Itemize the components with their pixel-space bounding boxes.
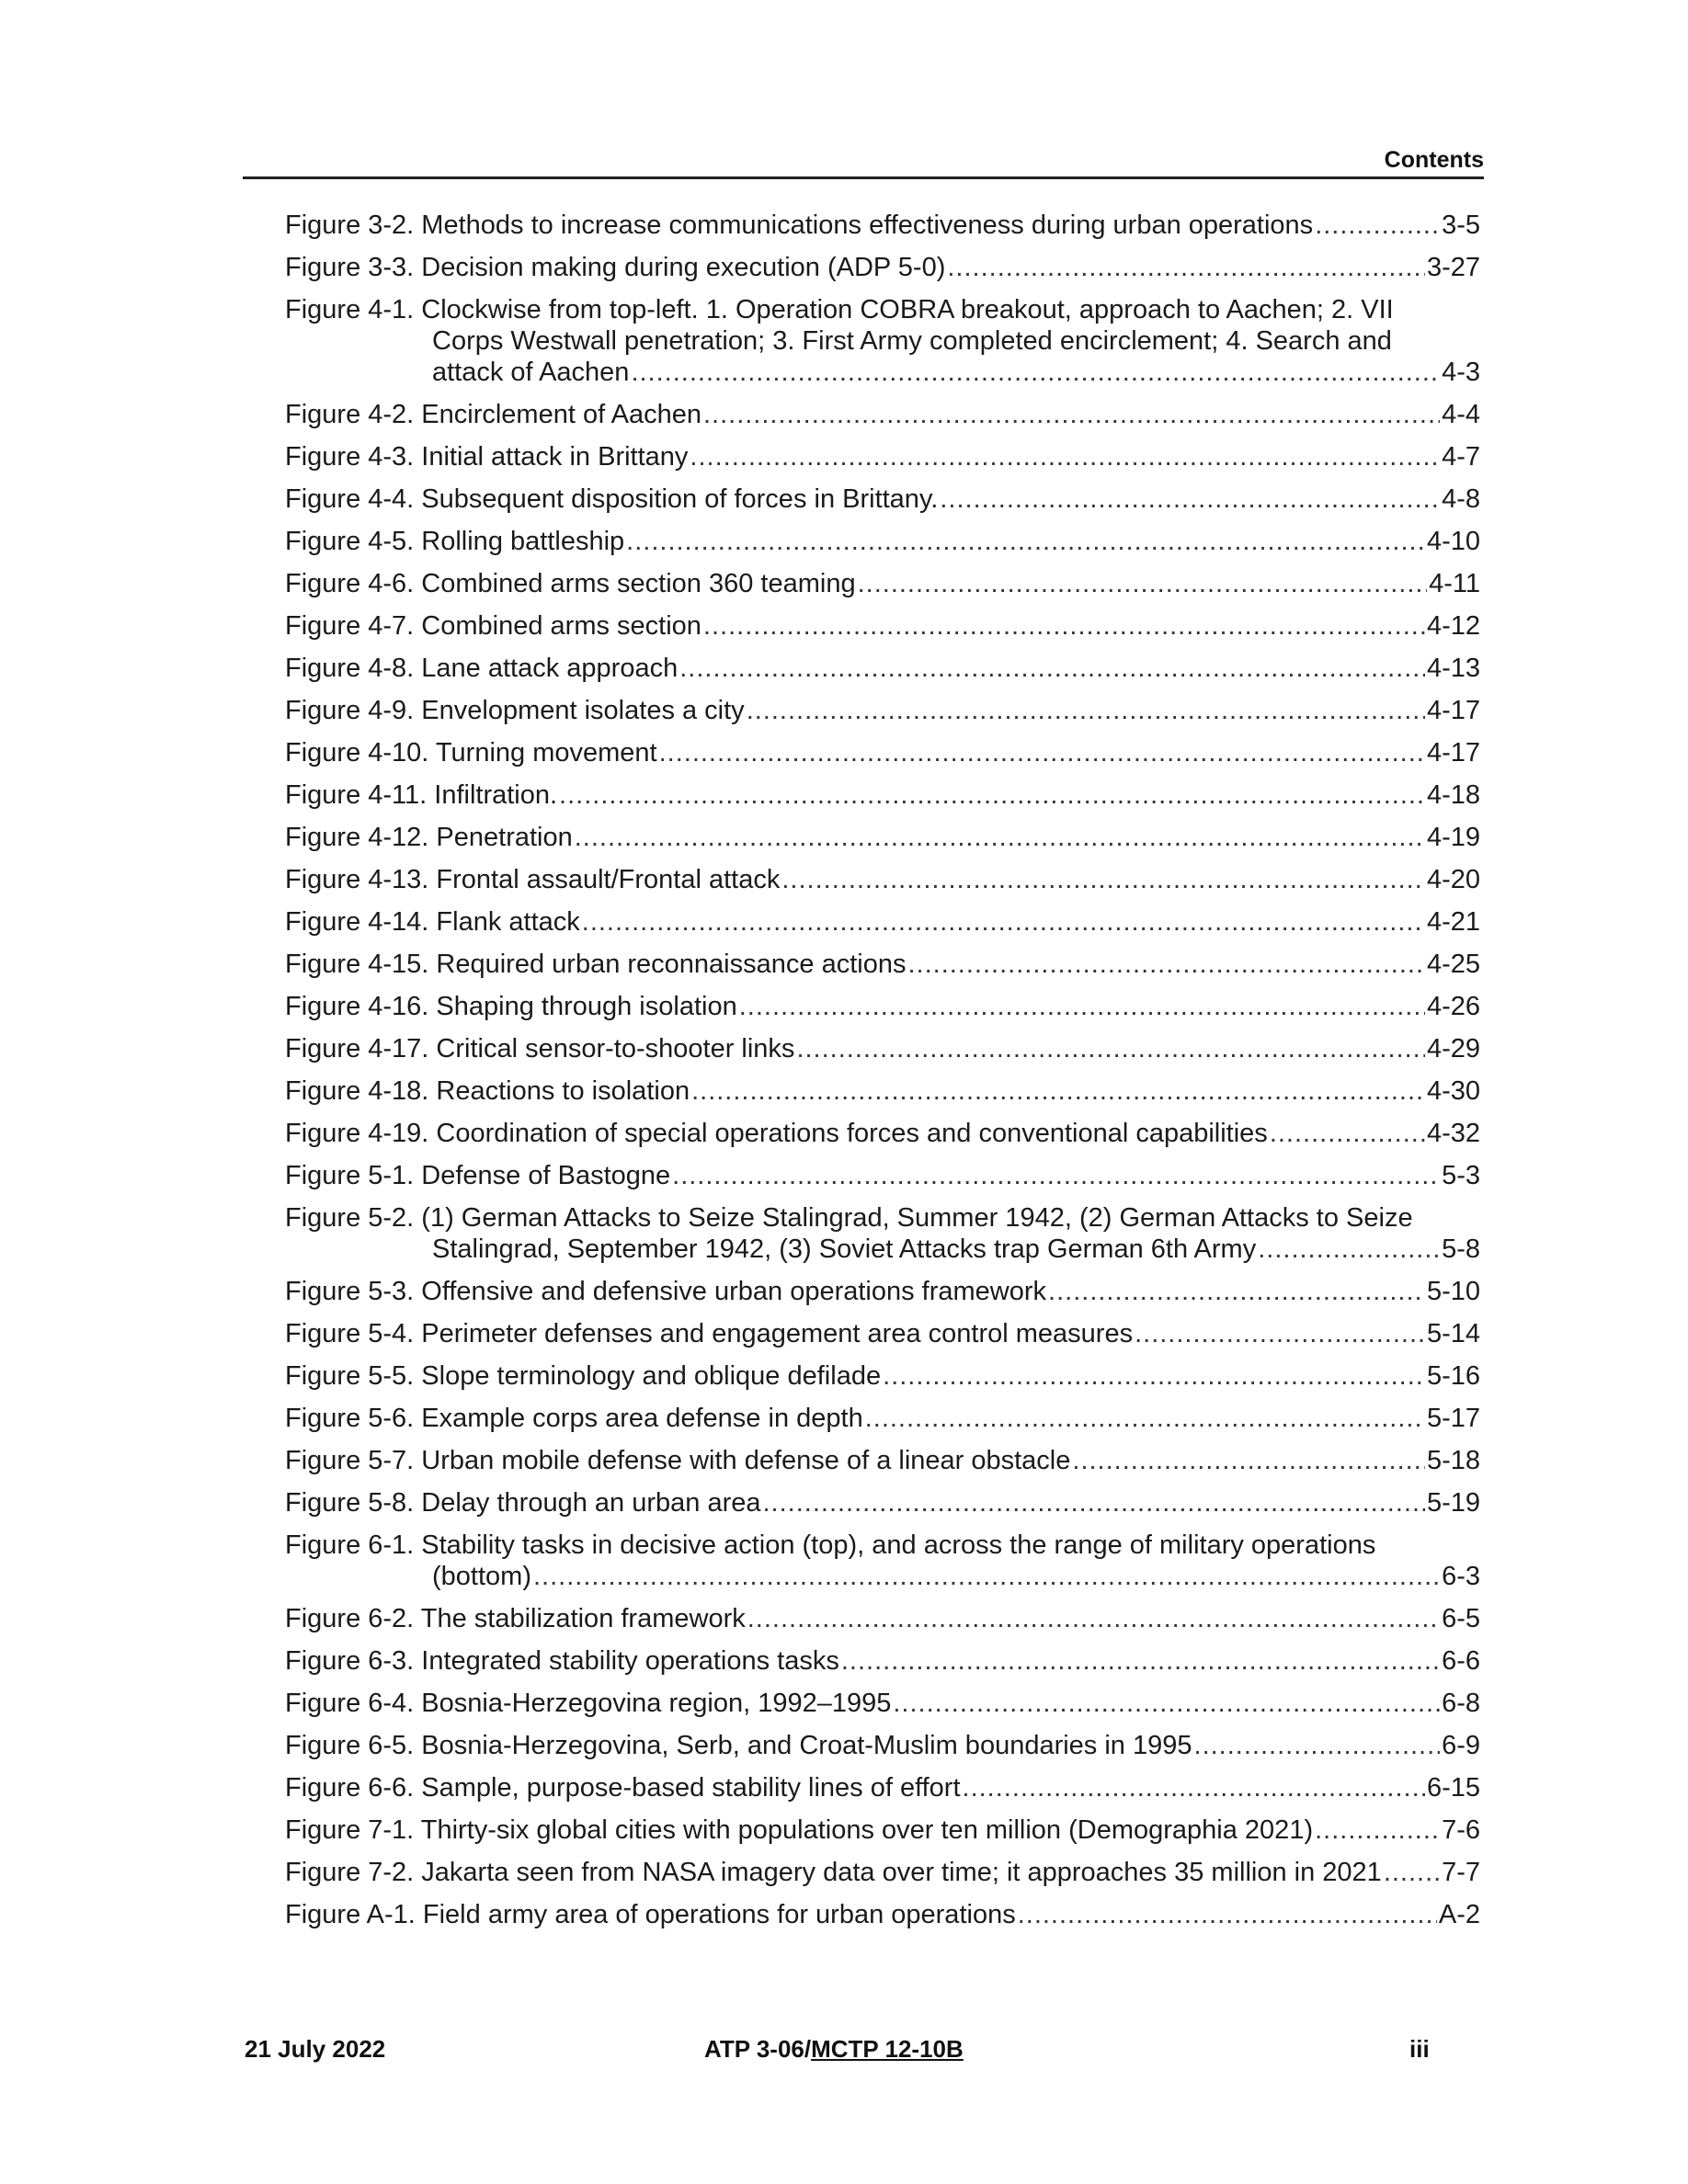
- dot-leader: [739, 991, 1425, 1022]
- toc-entry-label: Figure 7-1. Thirty-six global cities with populations over ten million (Demographia 2021): [285, 1815, 1314, 1845]
- toc-entry-page-number: 4-29: [1426, 1034, 1480, 1064]
- toc-entry-page-number: 4-10: [1426, 527, 1480, 556]
- toc-entry-page-number: 4-25: [1426, 950, 1480, 979]
- toc-entry-label: Figure 4-1. Clockwise from top-left. 1. Operation COBRA breakout, approach to Aachen; 2. VII: [285, 295, 1394, 324]
- toc-entry-label: Figure 6-2. The stabilization framework: [285, 1604, 746, 1633]
- toc-entry[interactable]: [285, 1118, 1480, 1149]
- toc-entry[interactable]: [285, 991, 1480, 1022]
- toc-entry[interactable]: [285, 1202, 1480, 1265]
- toc-entry[interactable]: [285, 252, 1480, 283]
- toc-entry-label: Figure 4-3. Initial attack in Brittany: [285, 442, 689, 472]
- toc-entry[interactable]: [285, 906, 1480, 938]
- toc-entry[interactable]: [285, 568, 1480, 599]
- dot-leader: [1018, 1899, 1437, 1930]
- toc-entry-page-number: 6-8: [1442, 1689, 1480, 1718]
- page-header-title: Contents: [1384, 147, 1484, 173]
- toc-entry-page-number: 4-4: [1442, 400, 1480, 429]
- toc-entry-label: Figure 4-19. Coordination of special operations forces and conventional capabilities: [285, 1119, 1268, 1148]
- toc-entry[interactable]: [285, 822, 1480, 853]
- toc-entry[interactable]: [285, 1403, 1480, 1434]
- toc-entry-label: Figure 6-4. Bosnia-Herzegovina region, 1992–1995: [285, 1689, 892, 1718]
- toc-entry-page-number: 5-17: [1426, 1404, 1480, 1433]
- toc-entry[interactable]: [285, 441, 1480, 472]
- dot-leader: [940, 483, 1440, 515]
- toc-entry[interactable]: [285, 1603, 1480, 1634]
- toc-entry-page-number: 5-8: [1442, 1234, 1480, 1264]
- toc-entry-page-number: 4-30: [1426, 1076, 1480, 1106]
- toc-entry-page-number: 6-3: [1442, 1562, 1480, 1591]
- dot-leader: [841, 1645, 1440, 1677]
- toc-entry-page-number: 5-3: [1442, 1161, 1480, 1190]
- toc-entry-page-number: 5-18: [1426, 1446, 1480, 1475]
- toc-entry-page-number: 6-6: [1442, 1646, 1480, 1676]
- dot-leader: [947, 252, 1425, 283]
- dot-leader: [626, 526, 1425, 557]
- toc-entry[interactable]: [285, 653, 1480, 684]
- toc-entry[interactable]: [285, 1899, 1480, 1930]
- toc-entry[interactable]: [285, 210, 1480, 241]
- toc-entry-label: Figure 5-7. Urban mobile defense with defense of a linear obstacle: [285, 1446, 1071, 1475]
- toc-entry-page-number: 4-17: [1426, 696, 1480, 725]
- toc-entry[interactable]: [285, 526, 1480, 557]
- footer-page-number: iii: [1409, 2035, 1430, 2063]
- dot-leader: [582, 906, 1425, 938]
- dot-leader: [631, 357, 1440, 388]
- toc-entry[interactable]: [285, 1033, 1480, 1064]
- dot-leader: [679, 653, 1425, 684]
- toc-entry-page-number: 7-7: [1442, 1858, 1480, 1887]
- toc-entry[interactable]: [285, 610, 1480, 642]
- toc-entry-label: Figure 4-14. Flank attack: [285, 907, 580, 937]
- toc-entry-page-number: 4-20: [1426, 865, 1480, 894]
- dot-leader: [672, 1160, 1440, 1191]
- toc-entry[interactable]: [285, 1318, 1480, 1349]
- toc-entry-page-number: 4-3: [1442, 358, 1480, 387]
- toc-entry-label: Figure 5-5. Slope terminology and oblique defilade: [285, 1361, 882, 1391]
- toc-entry-label: Figure 5-8. Delay through an urban area: [285, 1488, 761, 1518]
- toc-entry-page-number: 5-14: [1426, 1319, 1480, 1348]
- footer-publication-prefix: ATP 3-06/: [704, 2035, 812, 2063]
- dot-leader: [1315, 210, 1440, 241]
- toc-entry-page-number: 4-18: [1426, 780, 1480, 810]
- toc-entry-label: Figure 4-2. Encirclement of Aachen: [285, 400, 701, 429]
- toc-entry-label: Stalingrad, September 1942, (3) Soviet Attacks trap German 6th Army: [432, 1234, 1257, 1264]
- toc-entry-label: Figure 4-10. Turning movement: [285, 738, 657, 768]
- toc-entry-label: Figure 5-1. Defense of Bastogne: [285, 1161, 671, 1190]
- toc-entry-label: Figure 4-5. Rolling battleship: [285, 527, 625, 556]
- toc-entry-page-number: A-2: [1438, 1900, 1480, 1929]
- dot-leader: [1048, 1276, 1425, 1307]
- toc-entry[interactable]: [285, 1857, 1480, 1888]
- dot-leader: [865, 1403, 1425, 1434]
- toc-entry[interactable]: [285, 294, 1480, 388]
- toc-entry-page-number: 4-7: [1442, 442, 1480, 472]
- toc-entry-page-number: 3-27: [1426, 253, 1480, 282]
- dot-leader: [747, 695, 1425, 726]
- toc-entry-label: Figure 6-6. Sample, purpose-based stability lines of effort: [285, 1773, 961, 1803]
- toc-entry-label: Figure 5-2. (1) German Attacks to Seize Stalingrad, Summer 1942, (2) German Attacks to Seize: [285, 1203, 1413, 1233]
- toc-entry-page-number: 6-5: [1442, 1604, 1480, 1633]
- toc-entry-page-number: 4-32: [1426, 1119, 1480, 1148]
- dot-leader: [690, 441, 1440, 472]
- dot-leader: [1194, 1730, 1441, 1761]
- toc-entry-page-number: 5-10: [1426, 1277, 1480, 1306]
- dot-leader: [1135, 1318, 1425, 1349]
- toc-entry[interactable]: [285, 483, 1480, 515]
- dot-leader: [747, 1603, 1440, 1634]
- toc-entry-label: Figure 4-12. Penetration: [285, 823, 573, 852]
- dot-leader: [659, 737, 1425, 768]
- toc-entry-label: Figure 3-2. Methods to increase communications effectiveness during urban operations: [285, 210, 1314, 240]
- toc-entry-label: Figure 5-3. Offensive and defensive urban operations framework: [285, 1277, 1047, 1306]
- toc-entry[interactable]: [285, 399, 1480, 430]
- toc-entry[interactable]: [285, 695, 1480, 726]
- dot-leader: [1072, 1445, 1425, 1476]
- list-of-figures: [285, 210, 1480, 1941]
- toc-entry-page-number: 5-16: [1426, 1361, 1480, 1391]
- dot-leader: [762, 1487, 1424, 1519]
- dot-leader: [907, 949, 1424, 980]
- toc-entry[interactable]: [285, 1075, 1480, 1107]
- toc-entry-label: Corps Westwall penetration; 3. First Army completed encirclement; 4. Search and: [432, 326, 1392, 356]
- toc-entry[interactable]: [285, 1645, 1480, 1677]
- dot-leader: [858, 568, 1428, 599]
- toc-entry-page-number: 6-9: [1442, 1731, 1480, 1760]
- dot-leader: [1270, 1118, 1425, 1149]
- toc-entry-label: Figure 4-9. Envelopment isolates a city: [285, 696, 745, 725]
- dot-leader: [963, 1772, 1425, 1803]
- toc-entry-page-number: 4-13: [1426, 654, 1480, 683]
- toc-entry[interactable]: [285, 1487, 1480, 1519]
- toc-entry[interactable]: [285, 1688, 1480, 1719]
- toc-entry-label: Figure 4-16. Shaping through isolation: [285, 992, 737, 1021]
- dot-leader: [559, 779, 1425, 811]
- toc-entry-page-number: 6-15: [1426, 1773, 1480, 1803]
- toc-entry-page-number: 4-12: [1426, 611, 1480, 641]
- footer-date: 21 July 2022: [245, 2035, 386, 2063]
- footer-publication-number: MCTP 12-10B: [811, 2035, 964, 2063]
- toc-entry-page-number: 3-5: [1442, 210, 1480, 240]
- toc-entry-page-number: 4-21: [1426, 907, 1480, 937]
- toc-entry-label: Figure 5-4. Perimeter defenses and engagement area control measures: [285, 1319, 1134, 1348]
- toc-entry-label: Figure 6-1. Stability tasks in decisive action (top), and across the range of military operations: [285, 1530, 1376, 1560]
- toc-entry[interactable]: [285, 1360, 1480, 1392]
- toc-entry-label: Figure 6-3. Integrated stability operations tasks: [285, 1646, 839, 1676]
- toc-entry-label: Figure 4-13. Frontal assault/Frontal attack: [285, 865, 781, 894]
- toc-entry[interactable]: [285, 1160, 1480, 1191]
- toc-entry[interactable]: [285, 864, 1480, 895]
- toc-entry-label: Figure 4-7. Combined arms section: [285, 611, 701, 641]
- toc-entry-label: Figure 4-18. Reactions to isolation: [285, 1076, 690, 1106]
- toc-entry-label: Figure 4-15. Required urban reconnaissance actions: [285, 950, 907, 979]
- toc-entry-label: Figure 4-6. Combined arms section 360 teaming: [285, 569, 856, 598]
- dot-leader: [533, 1561, 1440, 1592]
- toc-entry[interactable]: [285, 1445, 1480, 1476]
- dot-leader: [883, 1360, 1425, 1392]
- toc-entry[interactable]: [285, 1772, 1480, 1803]
- dot-leader: [1315, 1814, 1440, 1846]
- toc-entry-label: Figure 5-6. Example corps area defense in depth: [285, 1404, 863, 1433]
- dot-leader: [893, 1688, 1440, 1719]
- dot-leader: [796, 1033, 1425, 1064]
- dot-leader: [691, 1075, 1425, 1107]
- toc-entry[interactable]: [285, 779, 1480, 811]
- toc-entry[interactable]: [285, 1730, 1480, 1761]
- toc-entry-label: attack of Aachen: [432, 358, 630, 387]
- toc-entry-page-number: 7-6: [1442, 1815, 1480, 1845]
- toc-entry-label: Figure 3-3. Decision making during execution (ADP 5-0): [285, 253, 946, 282]
- dot-leader: [1258, 1234, 1440, 1265]
- toc-entry[interactable]: [285, 1814, 1480, 1846]
- toc-entry[interactable]: [285, 1530, 1480, 1592]
- toc-entry-label: Figure A-1. Field army area of operations for urban operations: [285, 1900, 1016, 1929]
- toc-entry-page-number: 4-11: [1429, 569, 1480, 598]
- dot-leader: [703, 399, 1440, 430]
- toc-entry-page-number: 4-17: [1426, 738, 1480, 768]
- toc-entry[interactable]: [285, 949, 1480, 980]
- toc-entry[interactable]: [285, 737, 1480, 768]
- toc-entry-page-number: 4-8: [1442, 484, 1480, 514]
- footer-publication: [704, 2035, 964, 2064]
- toc-entry-page-number: 4-19: [1426, 823, 1480, 852]
- toc-entry-page-number: 5-19: [1426, 1488, 1480, 1518]
- toc-entry-label: Figure 4-4. Subsequent disposition of forces in Brittany.: [285, 484, 939, 514]
- header-rule: [243, 176, 1484, 179]
- dot-leader: [1384, 1857, 1440, 1888]
- toc-entry-label: Figure 4-11. Infiltration.: [285, 780, 558, 810]
- toc-entry-label: Figure 4-17. Critical sensor-to-shooter links: [285, 1034, 795, 1064]
- dot-leader: [575, 822, 1425, 853]
- toc-entry-label: Figure 4-8. Lane attack approach: [285, 654, 679, 683]
- toc-entry-label: Figure 7-2. Jakarta seen from NASA imagery data over time; it approaches 35 million in 2021: [285, 1858, 1382, 1887]
- toc-entry[interactable]: [285, 1276, 1480, 1307]
- toc-entry-page-number: 4-26: [1426, 992, 1480, 1021]
- dot-leader: [703, 610, 1425, 642]
- dot-leader: [781, 864, 1425, 895]
- toc-entry-label: (bottom): [432, 1562, 531, 1591]
- toc-entry-label: Figure 6-5. Bosnia-Herzegovina, Serb, and Croat-Muslim boundaries in 1995: [285, 1731, 1192, 1760]
